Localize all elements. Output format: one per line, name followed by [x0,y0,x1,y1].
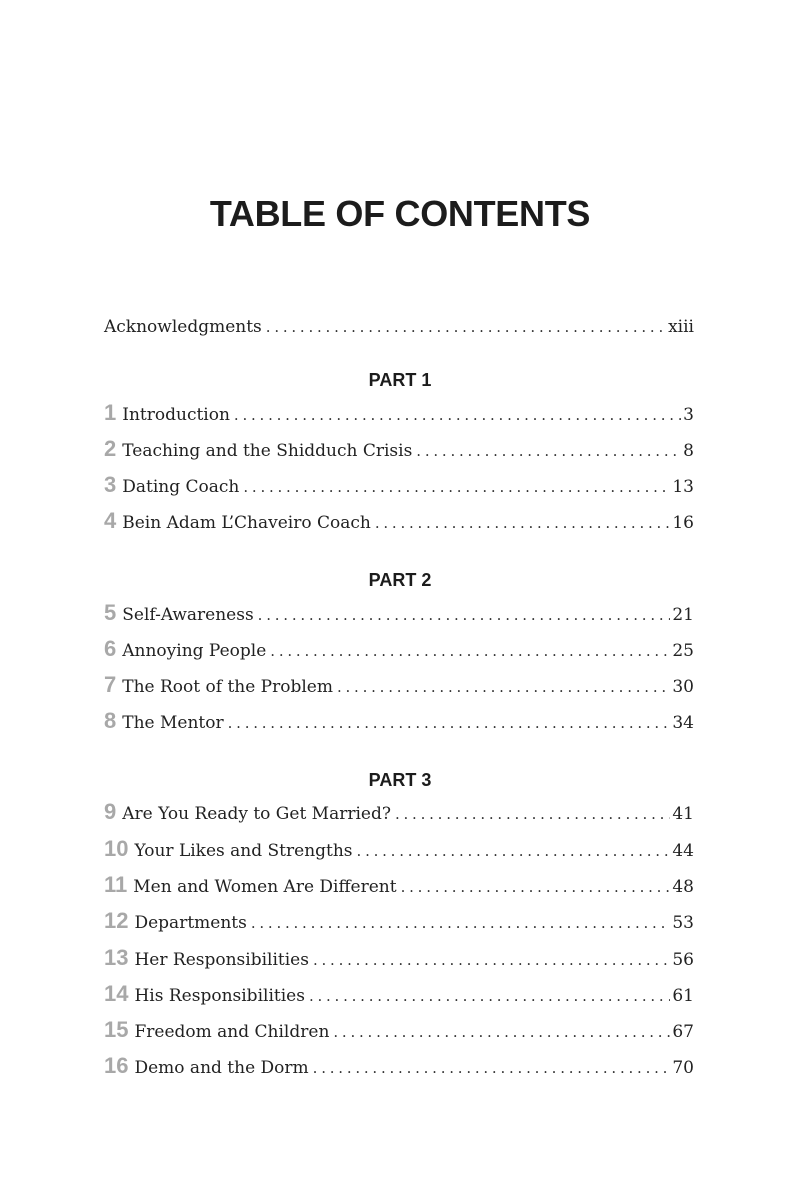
chapter-number: 15 [104,1017,129,1042]
toc-entry-page: 3 [683,405,694,425]
chapter-number: 8 [104,708,117,733]
toc-entry-label: Acknowledgments [104,317,262,337]
toc-entry[interactable] [104,799,694,829]
dot-leader [234,406,681,424]
chapter-number: 3 [104,472,117,497]
toc-entry-label: Annoying People [122,641,267,661]
toc-entry-page: xiii [668,317,694,337]
toc-entry-label: Men and Women Are Different [133,877,397,897]
chapter-number: 5 [104,600,117,625]
toc-entry-page: 41 [672,804,694,824]
dot-leader [228,714,671,732]
chapter-number: 6 [104,636,117,661]
toc-entry[interactable] [104,672,694,702]
toc-entry-label: The Root of the Problem [122,677,333,697]
dot-leader [375,514,671,532]
dot-leader [266,318,666,336]
toc-entry-page: 21 [672,605,694,625]
toc-entry[interactable] [104,508,694,538]
toc-entry-label: Demo and the Dorm [134,1058,309,1078]
toc-entry-page: 61 [672,986,694,1006]
dot-leader [395,805,670,823]
dot-leader [251,914,671,932]
chapter-number: 11 [104,872,128,897]
toc-entry-label: Your Likes and Strengths [134,841,353,861]
part-heading: PART 3 [368,770,432,790]
toc-entry[interactable] [104,636,694,666]
dot-leader [270,642,670,660]
dot-leader [416,442,681,460]
part-heading: PART 1 [368,370,432,390]
chapter-number: 13 [104,945,129,970]
toc-entry-page: 48 [672,877,694,897]
chapter-number: 7 [104,672,117,697]
dot-leader [313,1059,671,1077]
toc-entry-page: 53 [672,913,694,933]
toc-entry-page: 70 [672,1058,694,1078]
toc-entry-label: Self-Awareness [122,605,254,625]
toc-entry-label: Freedom and Children [134,1022,330,1042]
toc-entry-page: 67 [672,1022,694,1042]
toc-entry-page: 34 [672,713,694,733]
dot-leader [333,1023,670,1041]
toc-entry-label: Teaching and the Shidduch Crisis [122,441,413,461]
toc-entry-label: Dating Coach [122,477,240,497]
toc-entry-label: Departments [134,913,247,933]
chapter-number: 2 [104,436,117,461]
toc-entry-label: Bein Adam L’Chaveiro Coach [122,513,371,533]
part-heading: PART 2 [368,570,432,590]
chapter-number: 9 [104,799,117,824]
toc-entry[interactable] [104,472,694,502]
toc-entry[interactable] [104,436,694,466]
chapter-number: 4 [104,508,117,533]
toc-entry-page: 56 [672,950,694,970]
chapter-number: 1 [104,400,117,425]
toc-entry[interactable] [104,1017,694,1047]
toc-entry-label: His Responsibilities [134,986,305,1006]
dot-leader [258,606,671,624]
dot-leader [243,478,670,496]
toc-entry-page: 25 [672,641,694,661]
toc-entry[interactable] [104,945,694,975]
toc-entry-page: 8 [683,441,694,461]
dot-leader [313,951,670,969]
toc-entry-label: Introduction [122,405,230,425]
dot-leader [401,878,671,896]
toc-entry-page: 30 [672,677,694,697]
toc-entry[interactable] [104,400,694,430]
dot-leader [309,987,670,1005]
toc-entry[interactable] [104,708,694,738]
dot-leader [337,678,670,696]
toc-entry[interactable] [104,872,694,902]
dot-leader [357,842,671,860]
toc-entry-page: 44 [672,841,694,861]
toc-entry[interactable] [104,981,694,1011]
toc-entry[interactable] [104,1053,694,1083]
toc-entry-acknowledgments[interactable] [104,317,694,347]
chapter-number: 14 [104,981,129,1006]
toc-entry-page: 13 [672,477,694,497]
chapter-number: 10 [104,836,129,861]
toc-entry-label: The Mentor [122,713,224,733]
chapter-number: 12 [104,908,129,933]
page-title: TABLE OF CONTENTS [209,193,591,234]
toc-entry[interactable] [104,600,694,630]
toc-entry-label: Her Responsibilities [134,950,309,970]
toc-entry-label: Are You Ready to Get Married? [122,804,391,824]
toc-entry[interactable] [104,908,694,938]
toc-entry[interactable] [104,836,694,866]
toc-entry-page: 16 [672,513,694,533]
chapter-number: 16 [104,1053,129,1078]
